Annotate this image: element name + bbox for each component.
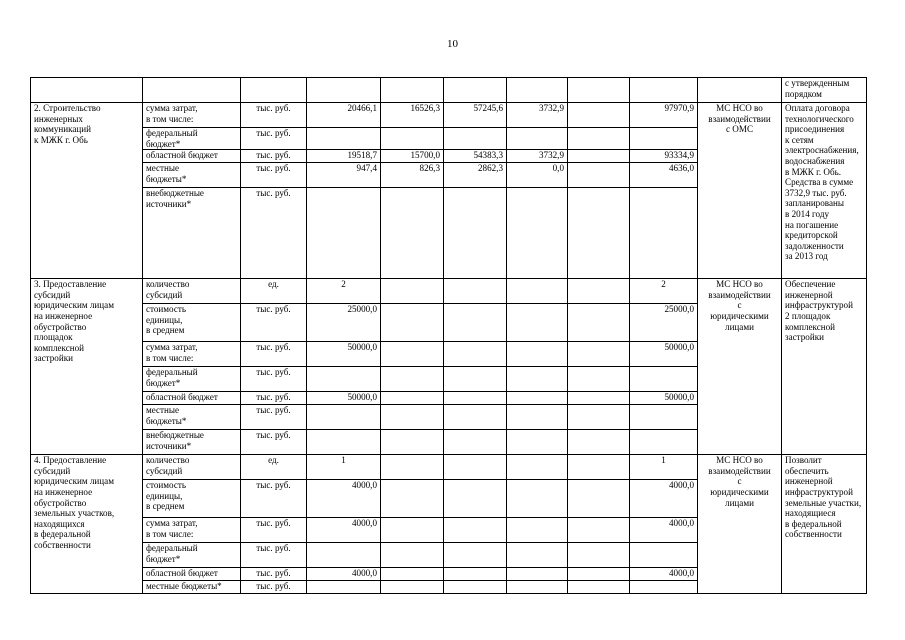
unit-cell: тыс. руб.: [241, 304, 307, 342]
indicator-label: стоимость единицы, в среднем: [143, 304, 241, 342]
year-value: [568, 543, 630, 568]
total-value: [630, 128, 698, 150]
year-value: 4000,0: [307, 480, 381, 518]
year-value: [507, 128, 568, 150]
total-value: 97970,9: [630, 103, 698, 128]
unit-cell: тыс. руб.: [241, 543, 307, 568]
indicator-label: сумма затрат, в том числе:: [143, 518, 241, 543]
indicator-label: областной бюджет: [143, 392, 241, 405]
year-value: [381, 568, 444, 581]
unit-cell: тыс. руб.: [241, 392, 307, 405]
year-value: [381, 279, 444, 304]
year-value: 0,0: [507, 163, 568, 188]
year-value: 16526,3: [381, 103, 444, 128]
year-value: [381, 342, 444, 367]
year-value: 19518,7: [307, 150, 381, 163]
year-value: [568, 342, 630, 367]
year-value: 54383,3: [444, 150, 507, 163]
expected-result-cell: Обеспечение инженерной инфраструктурой 2 площадок комплексной застройки: [782, 279, 867, 455]
total-value: [630, 430, 698, 455]
indicator-label: областной бюджет: [143, 568, 241, 581]
measure-title: 3. Предоставление субсидий юридическим лицам на инженерное обустройство площадок комплексной застройки: [31, 279, 143, 455]
year-value: [307, 543, 381, 568]
unit-cell: тыс. руб.: [241, 518, 307, 543]
year-value: [507, 543, 568, 568]
year-value: 1: [307, 455, 381, 480]
year-value: [381, 543, 444, 568]
year-value: [568, 430, 630, 455]
year-value: 20466,1: [307, 103, 381, 128]
year-value: [307, 367, 381, 392]
executor-cell: МС НСО во взаимодействии с ОМС: [698, 103, 782, 279]
total-value: 50000,0: [630, 342, 698, 367]
year-value: 50000,0: [307, 392, 381, 405]
year-value: [568, 150, 630, 163]
total-value: [630, 543, 698, 568]
total-value: 93334,9: [630, 150, 698, 163]
year-value: [568, 304, 630, 342]
year-value: 4000,0: [307, 568, 381, 581]
year-value: [444, 455, 507, 480]
year-value: 15700,0: [381, 150, 444, 163]
year-value: [444, 518, 507, 543]
unit-cell: тыс. руб.: [241, 150, 307, 163]
year-value: [381, 430, 444, 455]
year-value: [307, 581, 381, 594]
measure-title: 4. Предоставление субсидий юридическим лицам на инженерное обустройство земельных участков, находящихся в федеральной собственности: [31, 455, 143, 594]
year-value: [507, 430, 568, 455]
indicator-label: сумма затрат, в том числе:: [143, 103, 241, 128]
year-value: [568, 568, 630, 581]
year-value: [507, 279, 568, 304]
year-value: [568, 455, 630, 480]
year-value: [507, 455, 568, 480]
year-value: [507, 367, 568, 392]
page-number: 10: [447, 38, 458, 50]
program-measures-table: [30, 77, 867, 594]
year-value: [568, 392, 630, 405]
year-value: [444, 128, 507, 150]
indicator-label: областной бюджет: [143, 150, 241, 163]
year-value: [444, 342, 507, 367]
unit-cell: тыс. руб.: [241, 128, 307, 150]
year-value: [444, 188, 507, 279]
unit-cell: тыс. руб.: [241, 367, 307, 392]
indicator-label: местные бюджеты*: [143, 581, 241, 594]
measure-title: 2. Строительство инженерных коммуникаций к МЖК г. Обь: [31, 103, 143, 279]
unit-cell: тыс. руб.: [241, 430, 307, 455]
year-value: 3732,9: [507, 103, 568, 128]
total-value: 4000,0: [630, 480, 698, 518]
year-value: 2: [307, 279, 381, 304]
total-value: 2: [630, 279, 698, 304]
year-value: [381, 455, 444, 480]
year-value: 57245,6: [444, 103, 507, 128]
unit-cell: тыс. руб.: [241, 581, 307, 594]
result-note: с утвержденным порядком: [785, 78, 850, 99]
indicator-label: количество субсидий: [143, 279, 241, 304]
indicator-label: федеральный бюджет*: [143, 128, 241, 150]
year-value: [444, 405, 507, 430]
unit-cell: тыс. руб.: [241, 103, 307, 128]
indicator-label: внебюджетные источники*: [143, 430, 241, 455]
year-value: [507, 405, 568, 430]
year-value: [507, 568, 568, 581]
total-value: 25000,0: [630, 304, 698, 342]
executor-cell: МС НСО во взаимодействии с юридическими лицами: [698, 455, 782, 594]
indicator-label: стоимость единицы, в среднем: [143, 480, 241, 518]
year-value: [568, 128, 630, 150]
year-value: [444, 568, 507, 581]
year-value: [568, 103, 630, 128]
unit-cell: тыс. руб.: [241, 163, 307, 188]
year-value: [568, 163, 630, 188]
year-value: [444, 430, 507, 455]
expected-result-cell: Оплата договора технологического присоединения к сетям электроснабжения, водоснабжения в МЖК г. Обь. Средства в сумме 3732,9 тыс. руб. запланированы в 2014 году на погашение кредиторской задолженности за 2013 год: [782, 103, 867, 279]
year-value: [307, 128, 381, 150]
expected-result-cell: Позволит обеспечить инженерной инфраструктурой земельные участки, находящиеся в федеральной собственности: [782, 455, 867, 594]
executor-cell: МС НСО во взаимодействии с юридическими лицами: [698, 279, 782, 455]
year-value: 3732,9: [507, 150, 568, 163]
unit-cell: тыс. руб.: [241, 342, 307, 367]
year-value: [381, 518, 444, 543]
year-value: [444, 480, 507, 518]
year-value: [507, 480, 568, 518]
year-value: [568, 480, 630, 518]
year-value: [568, 405, 630, 430]
year-value: [444, 581, 507, 594]
year-value: [381, 188, 444, 279]
unit-cell: тыс. руб.: [241, 480, 307, 518]
year-value: [507, 188, 568, 279]
table-row: [31, 455, 867, 480]
year-value: [507, 304, 568, 342]
unit-cell: тыс. руб.: [241, 568, 307, 581]
total-value: 1: [630, 455, 698, 480]
year-value: [444, 392, 507, 405]
unit-cell: тыс. руб.: [241, 188, 307, 279]
year-value: [507, 581, 568, 594]
total-value: [630, 581, 698, 594]
year-value: [444, 543, 507, 568]
year-value: [381, 304, 444, 342]
year-value: 25000,0: [307, 304, 381, 342]
year-value: [381, 392, 444, 405]
year-value: [568, 188, 630, 279]
indicator-label: федеральный бюджет*: [143, 543, 241, 568]
indicator-label: количество субсидий: [143, 455, 241, 480]
total-value: [630, 405, 698, 430]
year-value: 826,3: [381, 163, 444, 188]
year-value: [307, 430, 381, 455]
year-value: [381, 480, 444, 518]
indicator-label: федеральный бюджет*: [143, 367, 241, 392]
total-value: [630, 188, 698, 279]
year-value: 2862,3: [444, 163, 507, 188]
year-value: [381, 581, 444, 594]
indicator-label: сумма затрат, в том числе:: [143, 342, 241, 367]
continued-row: [31, 78, 867, 103]
year-value: 947,4: [307, 163, 381, 188]
year-value: 4000,0: [307, 518, 381, 543]
unit-cell: ед.: [241, 279, 307, 304]
total-value: [630, 367, 698, 392]
year-value: [444, 304, 507, 342]
year-value: [381, 128, 444, 150]
year-value: [507, 518, 568, 543]
indicator-label: местные бюджеты*: [143, 405, 241, 430]
year-value: [568, 581, 630, 594]
unit-cell: тыс. руб.: [241, 405, 307, 430]
total-value: 50000,0: [630, 392, 698, 405]
indicator-label: внебюджетные источники*: [143, 188, 241, 279]
year-value: [381, 405, 444, 430]
year-value: [307, 405, 381, 430]
table-row: [31, 279, 867, 304]
total-value: 4000,0: [630, 568, 698, 581]
year-value: [507, 392, 568, 405]
year-value: 50000,0: [307, 342, 381, 367]
total-value: 4000,0: [630, 518, 698, 543]
year-value: [507, 342, 568, 367]
year-value: [568, 518, 630, 543]
unit-cell: ед.: [241, 455, 307, 480]
year-value: [444, 279, 507, 304]
year-value: [381, 367, 444, 392]
year-value: [568, 279, 630, 304]
year-value: [444, 367, 507, 392]
year-value: [568, 367, 630, 392]
year-value: [307, 188, 381, 279]
total-value: 4636,0: [630, 163, 698, 188]
indicator-label: местные бюджеты*: [143, 163, 241, 188]
table-row: [31, 103, 867, 128]
